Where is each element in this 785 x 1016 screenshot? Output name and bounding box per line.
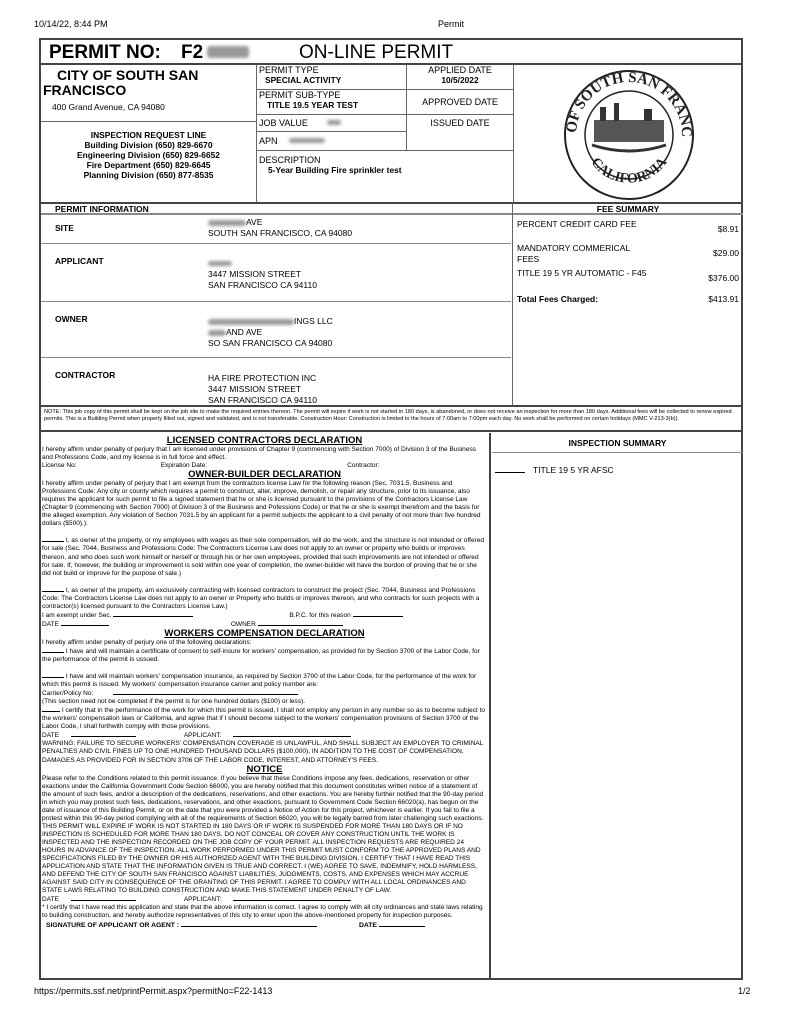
wc-option-3: [42, 706, 487, 731]
exempt-label: I am exempt under Sec.: [42, 611, 112, 619]
declarations: [41, 433, 491, 978]
building-phone: Building Division (650) 829-6670: [84, 140, 213, 150]
description-cell: [257, 151, 513, 202]
fee-label: TITLE 19 5 YR AUTOMATIC - F45: [517, 268, 647, 278]
apn-label: APN: [259, 136, 278, 146]
apn-cell: [257, 132, 407, 151]
owner-row: [41, 302, 511, 358]
site-line: AVE: [246, 217, 263, 227]
redacted-apn: [289, 138, 325, 143]
inspection-summary: [492, 433, 743, 978]
fee-label: MANDATORY COMMERICAL FEES: [517, 243, 630, 264]
permit-no-value: F2: [181, 42, 204, 63]
permit-type-value: SPECIAL ACTIVITY: [265, 75, 342, 85]
applied-date-cell: [407, 65, 513, 90]
applicant-label: APPLICANT: [55, 256, 104, 266]
permit-information: [41, 202, 513, 405]
wc-option-1: [42, 647, 487, 664]
permit-subtype-value: TITLE 19.5 YEAR TEST: [267, 100, 359, 110]
wc-warning: WARNING: FAILURE TO SECURE WORKERS' COMPENSATION COVERAGE IS UNLAWFUL, AND SHALL SUBJECT AN EMPLOYER TO CRIMINAL PENALTIES AND CIVIL FINES UP TO ONE HUNDRED THOUSAND DOLLARS ($100,000), IN ADDITION TO THE COST OF COMPENSATION, DAMAGES AS PROVIDED FOR IN SECTION 3706 OF THE LABOR CODE, INTEREST, AND ATTORNEY'S FEES.: [42, 740, 484, 764]
print-title: Permit: [438, 19, 465, 29]
fee-amount: $29.00: [713, 248, 739, 258]
owner-line: INGS LLC: [294, 316, 333, 326]
fee-label: PERCENT CREDIT CARD FEE: [517, 219, 637, 229]
wc-option-2-text: I have and will maintain workers' compensation insurance, as required by Section 3700 of the Labor Code, for the performance of the work for which this permit is issued. My workers' compensation insurance carrier and policy number are:: [42, 673, 477, 689]
contractor-line: HA FIRE PROTECTION INC: [208, 373, 317, 383]
notice-text: Please refer to the Conditions related to this permit issuance. If you believe that these Conditions impose any fees, dedications, reservation or other exactions under the California Government Code Section 66000, you are hereby notified that this document constitutes written notice of a statement of the amount of such fees, and/or a description of the dedications, reservations, and other exactions. You are hereby further notified that the 90-day period in which you may protest such fees, dedications, reservations, and other exactions, pursuant to Government Code Section 66020(a), has begun on the date of issuance of this Building Permit, or on the date that you were provided a Notice of Action for this project, whichever is earlier. If you fail to file a protest within this 90-day period complying with all of the requirements of Section 66020, you will be legally barred from later challenging such exactions. THIS PERMIT WILL EXPIRE IF WORK IS NOT STARTED IN 180 DAYS OR IF WORK IS SUSPENDED FOR MORE THAN 180 DAYS OR IF NO INSPECTION IS SCHEDULED FOR MORE THAN 180 DAYS. DO NOT CONCEAL OR COVER ANY CONSTRUCTION UNTIL THE WORK IS INSPECTED AND THE INSPECTION RECORDED ON THE JOB COPY OF YOUR PERMIT. ALL INSPECTION REQUESTS ARE REQUIRED 24 HOURS IN ADVANCE OF THE INSPECTION. ALL WORK PERFORMED UNDER THIS PERMIT MUST CONFORM TO THE APPROVED PLANS AND SPECIFICATIONS FILED BY THE OWNER OR HIS AUTHORIZED AGENT WITH THE BUILDING DIVISION. I CERTIFY THAT I HAVE READ THIS APPLICATION AND STATE THAT THE INFORMATION GIVEN IS TRUE AND CORRECT. I (WE) AGREE TO SAVE, INDEMNIFY, HOLD HARMLESS, AND DEFEND THE CITY OF SOUTH SAN FRANCISCO AGAINST LIABILITIES, JUDGMENTS, COSTS, AND EXPENSES WHICH MAY ACCRUE AGAINST SAID CITY IN CONSEQUENCE OF THE GRANTING OF THIS PERMIT. I AGREE TO COMPLY WITH ALL LOCAL ORDINANCES AND STATE LAWS RELATING TO BUILDING CONSTRUCTION AND MAKE THIS STATEMENT UNDER PENALTY OF LAW.: [42, 774, 484, 895]
applied-date-value: 10/5/2022: [441, 75, 479, 85]
licensed-contractors-title: LICENSED CONTRACTORS DECLARATION: [166, 435, 363, 446]
applicant-label: APPLICANT:: [183, 732, 222, 740]
inspection-item-label: TITLE 19 5 YR AFSC: [533, 465, 614, 475]
license-no-label: License No:: [42, 462, 77, 470]
wc-option-1-text: I have and will maintain a certificate of consent to self-insure for workers' compensation, as provided for by Section 3700 of the Labor Code, for the performance of the permit is ussued.: [42, 647, 480, 663]
approved-date-cell: [407, 90, 513, 115]
notice-title: NOTICE: [246, 763, 283, 775]
ob-text: I hereby affirm under penalty of perjury that I am exempt from the contractors license Law for the following reason (Sec. 7031.5, Business and Professions Code: Any city or county which requires a permit to construct, alter, improve, demolish, or repair any structure, prior to its issuance, also requires the applicant for such permit to file a signed statement that he or she is licensed pursuant to the provisions of the Contractors License Law (Chapter 9 (commencing with Section 7000) of Division 3 of the Business and Pofessions Code) or that he or she is exempt therefrom and the basis for the alleged exemption. Any violation of Section 7031.5 by an applicant for a permit subjects the applicant to a civil penalty of not more than five hundred dollars ($500).):: [42, 480, 481, 528]
contractor-value: [208, 373, 317, 406]
redacted: [208, 261, 232, 266]
expiration-label: Expiration Date:: [160, 462, 208, 470]
signature-date-label: DATE: [358, 922, 377, 930]
date-label: DATE: [42, 732, 59, 740]
owner-builder-title: OWNER-BUILDER DECLARATION: [188, 469, 341, 481]
print-url: https://permits.ssf.net/printPermit.aspx?permitNo=F22-1413: [34, 986, 273, 996]
city-block: [41, 65, 257, 122]
issued-date-cell: [407, 115, 513, 151]
ob-option-2-text: I, as owner of the property, am exclusively contracting with licensed contractors to construct the project (Sec. 7044, Business and Professions Code: The Contractors License Law does not apply to an owner or Property who builds or improves thereon, and who contracts for such projects with a contractor(s) licensed pursuant to the Contractors License Law.): [42, 586, 480, 610]
fee-amount: $376.00: [708, 273, 739, 283]
notice-date-fields: [42, 895, 487, 904]
applicant-label: APPLICANT:: [183, 896, 222, 904]
workers-comp-title: WORKERS COMPENSATION DECLARATION: [164, 627, 365, 639]
fee-summary-title: FEE SUMMARY: [513, 204, 743, 215]
print-page-number: 1/2: [738, 986, 751, 996]
total-amount: $413.91: [708, 294, 739, 304]
ob-option-2: [42, 586, 487, 611]
wc-note: (This section need not be completed if the permit is for one hundred dollars ($100) or less).: [42, 698, 306, 706]
inspection-line-title: INSPECTION REQUEST LINE: [90, 130, 207, 140]
signature-line: [42, 921, 487, 930]
carrier-label: Carrier/Policy No:: [42, 690, 94, 698]
city-address: 400 Grand Avenue, CA 94080: [52, 102, 165, 112]
permit-document: [39, 38, 743, 980]
city-name: CITY OF SOUTH SAN FRANCISCO: [43, 67, 199, 98]
svg-text:CITY OF SOUTH SAN FRANCISCO: OF SOUTH SAN FRANC: [563, 69, 695, 138]
approved-date-label: APPROVED DATE: [422, 97, 498, 107]
city-seal-icon: [514, 65, 744, 202]
job-value-label: JOB VALUE: [259, 118, 308, 128]
applicant-line: 3447 MISSION STREET: [208, 269, 302, 279]
date-label: DATE: [42, 620, 59, 628]
permit-subtype-cell: [257, 90, 407, 115]
wc-option-2: [42, 672, 487, 689]
svg-text:CALIFORNIA: CALIFORNIA: [587, 155, 671, 188]
owner-line: SO SAN FRANCISCO CA 94080: [208, 338, 333, 348]
inspection-item: [492, 465, 743, 475]
redacted-permit-no: [207, 46, 249, 58]
permit-info-title: PERMIT INFORMATION: [41, 204, 512, 215]
permit-subtype-label: PERMIT SUB-TYPE: [259, 90, 341, 100]
lic-text: I hereby affirm under penalty of perjury that I am licensed under provisions of Chapter 9 (commencing with Section 7000) of Division 3 of the Business and Professions Code, and my license is in full force and effect.: [42, 446, 477, 462]
contractor-line: 3447 MISSION STREET: [208, 384, 302, 394]
permit-note: NOTE: This job copy of this permit shall be kept on the job site to make the required entries thereon. The permit will expire if work is not started in 180 days, is abandoned, or does not receive an inspection for more than 180 days. Additional fees will be collected to renew expired permits. This is a Building Permit when properly filled out, signed and validated, and is not transferable. Construction Hour: Construction is limited to the hours of 7:00am to 7:00pm each day. No work shall be performed on certain holidays (MMC V-213-3(b)).: [41, 405, 741, 432]
applied-date-label: APPLIED DATE: [428, 65, 492, 75]
fee-amount: $8.91: [717, 224, 739, 234]
wc-intro: I hereby affirm under penalty of perjury one of the following declarations:: [42, 638, 252, 646]
fee-summary: [513, 202, 743, 405]
applicant-row: [41, 244, 511, 302]
contractor-row: [41, 358, 511, 405]
fee-total: [517, 294, 739, 305]
site-row: [41, 215, 511, 244]
city-seal: [513, 65, 743, 202]
fee-item: [517, 243, 739, 264]
redacted: [208, 319, 294, 325]
wc-date-fields: [42, 731, 487, 740]
job-value-cell: [257, 115, 407, 132]
carrier-field: [42, 689, 487, 698]
permit-type-label: PERMIT TYPE: [259, 65, 319, 75]
ob-option-1-text: I, as owner of the property, or my employees with wages as their sole compensation, will do the work, and the structure is not intended or offered for sale (Sec. 7044, Business and Professions Code: The Contractors License Law does not apply to an owner or property who builds or improves thereon, and who does such work himself or herself or through his or her own employees, provided that such improvements are not intended or offered for sale. If, however, the building or improvement is sold within one year of completion, the owner-builder will have the burdon of proving that he or she did not build or improve for the purpose of sale.): [42, 537, 485, 577]
fee-item: [517, 219, 739, 234]
engineering-phone: Engineering Division (650) 829-6652: [77, 150, 220, 160]
fire-phone: Fire Department (650) 829-6645: [86, 160, 211, 170]
applicant-value: [208, 258, 317, 291]
description-value: 5-Year Building Fire sprinkler test: [268, 165, 402, 175]
contractor-line: SAN FRANCISCO CA 94110: [208, 395, 317, 405]
signature-label: SIGNATURE OF APPLICANT OR AGENT :: [46, 922, 180, 930]
site-value: [208, 217, 352, 239]
redacted: [208, 330, 226, 336]
ob-option-1: [42, 536, 487, 577]
permit-type-cell: [257, 65, 407, 90]
redacted-job-value: [327, 120, 341, 125]
planning-phone: Planning Division (650) 877-8535: [83, 170, 214, 180]
owner-sign-label: OWNER: [230, 620, 256, 628]
bpc-label: B.P.C. for this reason: [289, 611, 351, 619]
permit-no-label: PERMIT NO:: [49, 42, 161, 63]
fee-item: [517, 268, 739, 283]
date-label: DATE: [42, 896, 59, 904]
exempt-fields: [42, 611, 487, 620]
site-line: SOUTH SAN FRANCISCO, CA 94080: [208, 228, 353, 238]
total-label: Total Fees Charged:: [517, 294, 599, 304]
wc-option-3-text: I certify that in the performance of the work for which this permit is issued, I shall not employ any person in any number so as to become subject to the workers' compensation laws or California, and agree that if I should become subject to the workers' compensation provisions of Section 3700 of the Labor Code, I shall forthwith comply with those provisions.: [42, 707, 486, 731]
certify-text: * I certify that I have read this application and state that the above information is correct. I agree to comply with all city ordinances and state laws relating to building construction, and hereby authorize representatives of this city to enter upon the above-mentioned property for inspection purposes.: [42, 904, 483, 920]
contractor-label: CONTRACTOR: [55, 370, 116, 380]
applicant-line: SAN FRANCISCO CA 94110: [208, 280, 317, 290]
owner-line: AND AVE: [226, 327, 263, 337]
permit-heading: ON-LINE PERMIT: [299, 42, 454, 63]
issued-date-label: ISSUED DATE: [430, 118, 490, 128]
permit-number-row: [41, 40, 741, 65]
inspection-summary-title: INSPECTION SUMMARY: [492, 433, 743, 453]
site-label: SITE: [55, 223, 74, 233]
description-label: DESCRIPTION: [259, 155, 321, 165]
inspection-request-line: [41, 122, 257, 202]
print-datetime: 10/14/22, 8:44 PM: [34, 19, 108, 29]
contractor-label: Contractor:: [347, 462, 380, 470]
redacted: [208, 220, 246, 226]
owner-label: OWNER: [55, 314, 88, 324]
owner-value: [208, 316, 333, 349]
